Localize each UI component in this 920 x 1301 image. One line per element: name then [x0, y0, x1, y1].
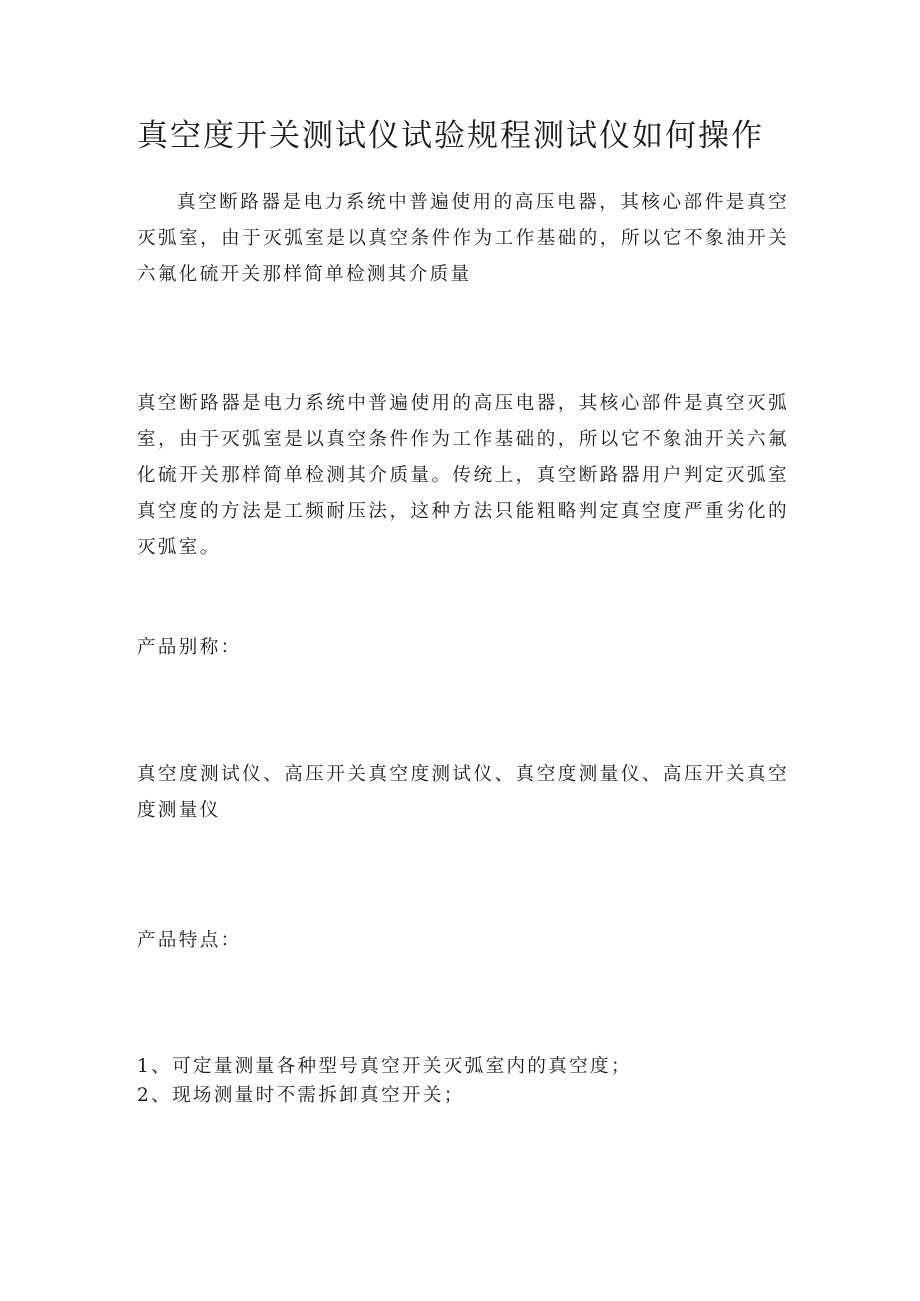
alias-list: 真空度测试仪、高压开关真空度测试仪、真空度测量仪、高压开关真空度测量仪: [137, 764, 789, 821]
features-list: [137, 1052, 789, 1110]
intro-paragraph: 真空断路器是电力系统中普遍使用的高压电器，其核心部件是真空灭弧室，由于灭弧室是以真空条件作为工作基础的，所以它不象油开关六氟化硫开关那样简单检测其介质量: [137, 192, 789, 285]
features-label: 产品特点：: [137, 930, 242, 951]
feature-item: 2、现场测量时不需拆卸真空开关；: [137, 1085, 465, 1106]
body-paragraph: 真空断路器是电力系统中普遍使用的高压电器，其核心部件是真空灭弧室，由于灭弧室是以真空条件作为工作基础的，所以它不象油开关六氟化硫开关那样简单检测其介质量。传统上，真空断路器用户判定灭弧室真空度的方法是工频耐压法，这种方法只能粗略判定真空度严重劣化的灭弧室。: [137, 393, 789, 558]
feature-item: 1、可定量测量各种型号真空开关灭弧室内的真空度；: [137, 1056, 632, 1077]
page-title: 真空度开关测试仪试验规程测试仪如何操作: [137, 118, 764, 154]
alias-label: 产品别称：: [137, 637, 242, 658]
